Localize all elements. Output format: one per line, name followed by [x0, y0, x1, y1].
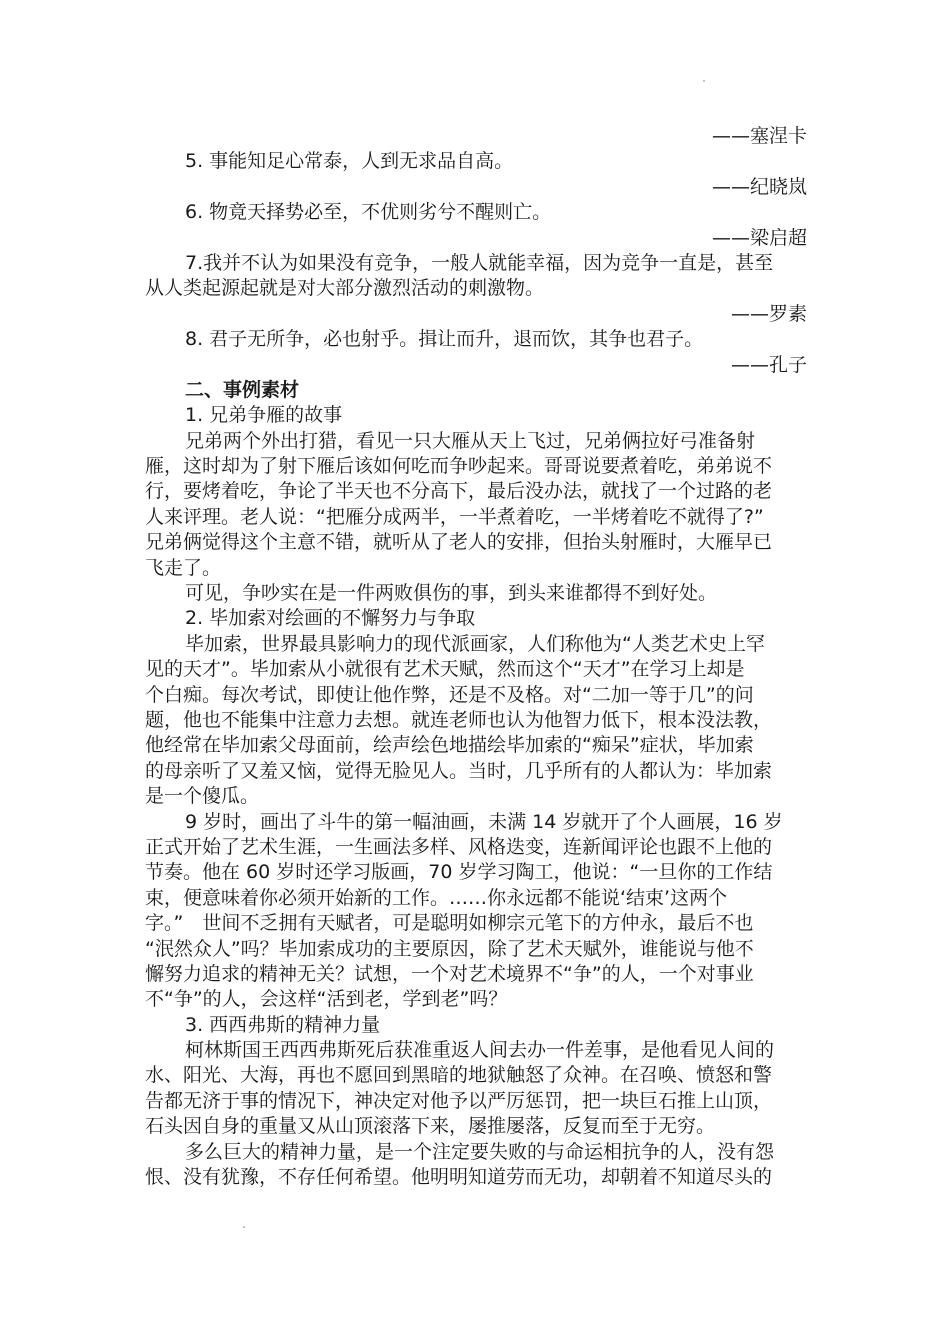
text-line: 多么巨大的精神力量，是一个注定要失败的与命运相抗争的人，没有怨 — [185, 1140, 775, 1163]
text-line: 懈努力追求的精神无关？试想，一个对艺术境界不“争”的人，一个对事业 — [145, 962, 754, 985]
text-line: 兄弟两个外出打猎，看见一只大雁从天上飞过，兄弟俩拉好弓准备射 — [185, 429, 756, 452]
text-line: 正式开始了艺术生涯，一生画法多样、风格迭变，连新闻评论也跟不上他的 — [145, 835, 773, 858]
text-line: ——纪晓岚 — [711, 175, 807, 198]
text-line: ——孔子 — [730, 353, 807, 376]
text-line: 水、阳光、大海，再也不愿回到黑暗的地狱触怒了众神。在召唤、愤怒和警 — [145, 1064, 773, 1087]
scan-dot — [243, 1226, 245, 1228]
document-body — [145, 124, 807, 1190]
text-line: 的母亲听了又羞又恼，觉得无脸见人。当时，几乎所有的人都认为：毕加索 — [145, 759, 773, 782]
text-line: 告都无济于事的情况下，神决定对他予以严厉惩罚，把一块巨石推上山顶， — [145, 1089, 773, 1112]
text-line: 8. 君子无所争，必也射乎。揖让而升，退而饮，其争也君子。 — [185, 328, 704, 351]
text-line: 见的天才”。毕加索从小就很有艺术天赋，然而这个“天才”在学习上却是 — [145, 658, 745, 681]
text-line: 行，要烤着吃，争论了半天也不分高下，最后没办法，就找了一个过路的老 — [145, 480, 773, 503]
text-line: 石头因自身的重量又从山顶滚落下来，屡推屡落，反复而至于无穷。 — [145, 1115, 716, 1138]
text-line: 可见，争吵实在是一件两败俱伤的事，到头来谁都得不到好处。 — [185, 582, 718, 605]
text-line: 字。” 世间不乏拥有天赋者，可是聪明如柳宗元笔下的方仲永，最后不也 — [145, 912, 754, 935]
text-line: 1. 兄弟争雁的故事 — [185, 404, 343, 427]
text-line: 飞走了。 — [145, 556, 222, 579]
text-line: 人来评理。老人说：“把雁分成两半，一半煮着吃，一半烤着吃不就得了?” — [145, 505, 764, 528]
text-line: 个白痴。每次考试，即使让他作弊，还是不及格。对“二加一等于几”的问 — [145, 683, 754, 706]
text-line: 题，他也不能集中注意力去想。就连老师也认为他智力低下，根本没法教， — [145, 708, 773, 731]
text-line: 二、事例素材 — [185, 378, 300, 401]
text-line: ——梁启超 — [711, 226, 807, 249]
text-line: 从人类起源起就是对大部分激烈活动的刺激物。 — [145, 277, 545, 300]
text-line: 5. 事能知足心常泰，人到无求品自高。 — [185, 150, 514, 173]
text-line: 毕加索，世界最具影响力的现代派画家，人们称他为“人类艺术史上罕 — [185, 632, 765, 655]
text-line: 3. 西西弗斯的精神力量 — [185, 1013, 381, 1036]
text-line: “泯然众人”吗？毕加索成功的主要原因，除了艺术天赋外，谁能说与他不 — [145, 937, 754, 960]
text-line: 不“争”的人，会这样“活到老，学到老”吗？ — [145, 988, 508, 1011]
text-line: 雁，这时却为了射下雁后该如何吃而争吵起来。哥哥说要煮着吃，弟弟说不 — [145, 455, 773, 478]
text-line: 束，便意味着你必须开始新的工作。……你永远都不能说‘结束’这两个 — [145, 886, 728, 909]
text-line: 7.我并不认为如果没有竞争，一般人就能幸福，因为竞争一直是，甚至 — [185, 251, 774, 274]
text-line: 节奏。他在 60 岁时还学习版画，70 岁学习陶工，他说：“一旦你的工作结 — [145, 861, 773, 884]
text-line: ——塞涅卡 — [711, 125, 807, 147]
text-line: 兄弟俩觉得这个主意不错，就听从了老人的安排，但抬头射雁时，大雁早已 — [145, 531, 773, 554]
text-line: ——罗素 — [730, 302, 807, 325]
text-line: 9 岁时，画出了斗牛的第一幅油画，未满 14 岁就开了个人画展，16 岁 — [185, 810, 783, 833]
text-line: 他经常在毕加索父母面前，绘声绘色地描绘毕加索的“痴呆”症状，毕加索 — [145, 734, 754, 757]
scan-dot — [703, 80, 705, 82]
text-line: 2. 毕加索对绘画的不懈努力与争取 — [185, 607, 476, 630]
text-line: 是一个傻瓜。 — [145, 785, 260, 808]
text-line: 6. 物竟天择势必至，不优则劣兮不醒则亡。 — [185, 201, 552, 224]
text-line: 恨、没有犹豫，不存任何希望。他明明知道劳而无功，却朝着不知道尽头的 — [145, 1166, 773, 1189]
text-line: 柯林斯国王西西弗斯死后获准重返人间去办一件差事，是他看见人间的 — [185, 1039, 775, 1062]
